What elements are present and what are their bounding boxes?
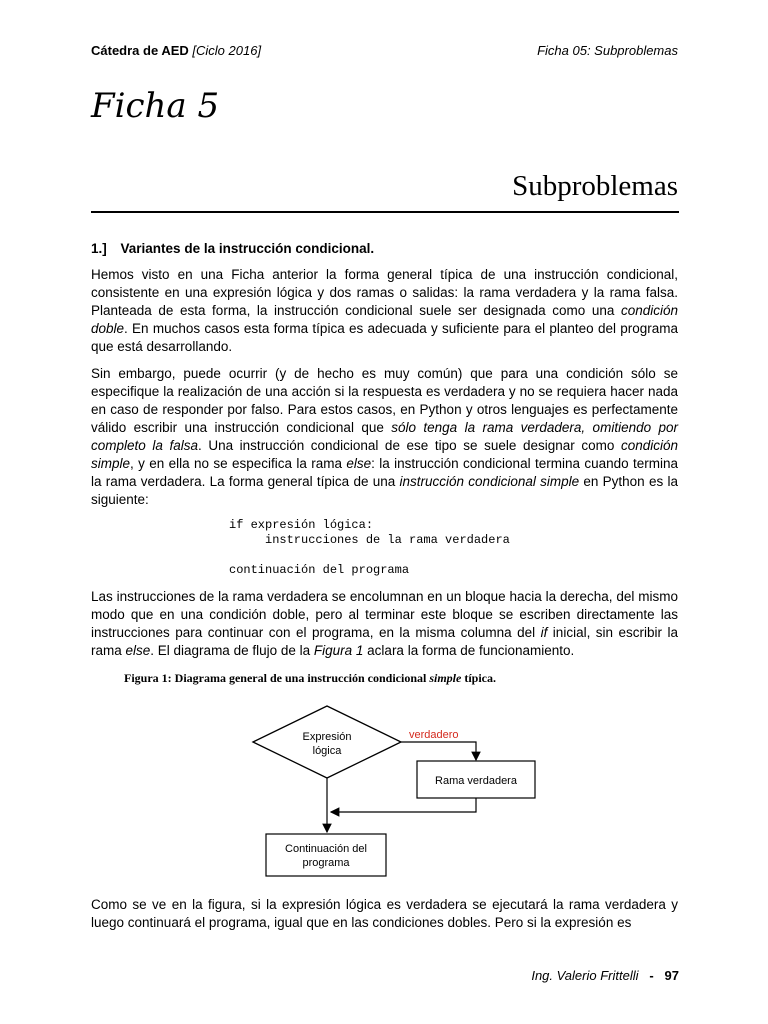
p3-text-d: else xyxy=(125,643,151,658)
title-divider xyxy=(91,211,679,213)
header-ficha: Ficha 05: Subproblemas xyxy=(537,43,678,58)
p1-text-a: Hemos visto en una Ficha anterior la forma general típica de una instrucción condicional, consistente en una expresión lógica y dos ramas o salidas: la rama verdadera y la rama falsa. Planteada de esta forma, la instrucción condicional suele ser designada como una xyxy=(91,267,678,318)
code-line-3: continuación del programa xyxy=(229,563,410,577)
page-number: 97 xyxy=(664,968,679,983)
continuation-box xyxy=(266,834,386,876)
flowchart-diagram xyxy=(91,700,678,880)
p1-text-c: . En muchos casos esta forma típica es adecuada y suficiente para el planteo del programa que está desarrollando. xyxy=(91,321,678,354)
p3-text-b: if xyxy=(540,625,548,640)
p2-text-e: , y en ella no se especifica la rama xyxy=(130,456,347,471)
code-line-2: instrucciones de la rama verdadera xyxy=(229,533,510,547)
header-cycle: [Ciclo 2016] xyxy=(192,43,262,58)
footer-author: Ing. Valerio Frittelli xyxy=(531,968,639,983)
p2-text-d: condición simple xyxy=(91,438,678,471)
p2-text-a: Sin embargo, puede ocurrir (y de hecho es muy común) que para una condición sólo se especifique la realización de una acción si la respuesta es verdadera y no se requiera hacer nada en caso de responder por falso. Para estos casos, en Python y otros lenguajes es perfectamente válido escribir una instrucción condicional que xyxy=(91,366,678,435)
main-content xyxy=(91,240,678,687)
code-block xyxy=(229,518,678,578)
page-footer xyxy=(531,968,679,983)
section-number: 1.] xyxy=(91,241,107,256)
paragraph-2 xyxy=(91,365,678,509)
merge-arrow xyxy=(331,798,476,812)
p2-text-f: else xyxy=(346,456,372,471)
p2-text-h: instrucción condicional simple xyxy=(399,474,580,489)
header-course: Cátedra de AED xyxy=(91,43,189,58)
paragraph-1 xyxy=(91,266,678,356)
caption-text-b: simple xyxy=(429,671,462,685)
continuation-label-1: Continuación del xyxy=(285,843,367,855)
paragraph-3 xyxy=(91,588,678,660)
p3-text-f: Figura 1 xyxy=(313,643,364,658)
true-label: verdadero xyxy=(409,729,459,741)
decision-label-2: lógica xyxy=(312,745,342,757)
figure-caption xyxy=(124,669,678,687)
caption-text-c: típica. xyxy=(461,671,496,685)
footer-separator: - xyxy=(649,968,654,983)
header-left xyxy=(91,43,261,58)
section-title: Variantes de la instrucción condicional. xyxy=(120,241,375,256)
p2-text-i: en Python es la siguiente: xyxy=(91,474,678,507)
true-branch-label: Rama verdadera xyxy=(435,775,517,787)
p2-text-b: sólo tenga la rama verdadera, omitiendo por completo la falsa xyxy=(91,420,678,453)
p3-text-g: aclara la forma de funcionamiento. xyxy=(363,643,575,658)
section-heading xyxy=(91,240,678,258)
p3-text-c: inicial, sin escribir la rama xyxy=(91,625,678,658)
p1-text-b: condición doble xyxy=(91,303,678,336)
caption-text-a: Figura 1: Diagrama general de una instrucción condicional xyxy=(124,671,430,685)
p3-text-e: . El diagrama de flujo de la xyxy=(150,643,314,658)
code-line-1: if expresión lógica: xyxy=(229,518,374,532)
continuation-label-2: programa xyxy=(302,857,350,869)
p2-text-g: : la instrucción condicional termina cuando termina la rama verdadera. La forma general típica de una xyxy=(91,456,678,489)
p3-text-a: Las instrucciones de la rama verdadera se encolumnan en un bloque hacia la derecha, del mismo modo que en una condición doble, pero al terminar este bloque se escriben directamente las instrucciones para continuar con el programa, en la misma columna del xyxy=(91,589,678,640)
page-header xyxy=(91,43,678,58)
true-arrow xyxy=(401,742,476,760)
page-subtitle: Subproblemas xyxy=(512,170,678,202)
p2-text-c: . Una instrucción condicional de ese tipo se suele designar como xyxy=(197,438,621,453)
page-title: Ficha 5 xyxy=(91,86,220,126)
paragraph-4: Como se ve en la figura, si la expresión lógica es verdadera se ejecutará la rama verdadera y luego continuará el programa, igual que en las condiciones dobles. Pero si la expresión es xyxy=(91,897,678,930)
decision-label-1: Expresión xyxy=(302,731,352,743)
